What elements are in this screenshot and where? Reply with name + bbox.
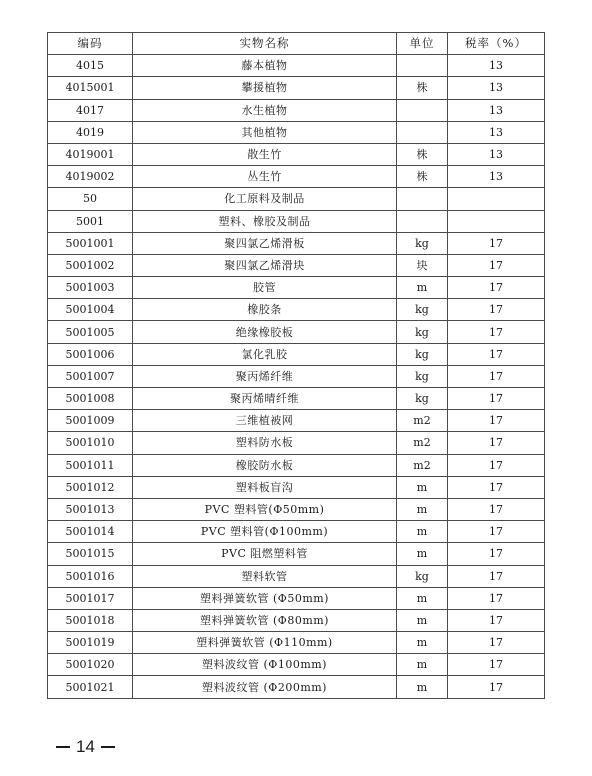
cell-name: 其他植物 — [133, 121, 397, 143]
cell-rate — [448, 188, 545, 210]
table-row — [48, 232, 545, 254]
page-number-dash-left — [56, 746, 70, 748]
cell-rate: 17 — [448, 232, 545, 254]
cell-rate: 17 — [448, 654, 545, 676]
cell-code: 5001017 — [48, 587, 133, 609]
cell-unit: kg — [397, 321, 448, 343]
table-row — [48, 432, 545, 454]
cell-rate: 17 — [448, 254, 545, 276]
header-name: 实物名称 — [133, 33, 397, 55]
cell-rate: 17 — [448, 587, 545, 609]
cell-name: 塑料软管 — [133, 565, 397, 587]
cell-name: 塑料弹簧软管 (Φ80mm) — [133, 609, 397, 631]
cell-code: 5001016 — [48, 565, 133, 587]
cell-unit — [397, 188, 448, 210]
cell-unit — [397, 99, 448, 121]
cell-code: 5001004 — [48, 299, 133, 321]
cell-unit: m — [397, 521, 448, 543]
table-row — [48, 654, 545, 676]
table-row — [48, 277, 545, 299]
table-row — [48, 410, 545, 432]
table-row — [48, 476, 545, 498]
cell-unit: kg — [397, 299, 448, 321]
cell-unit: m — [397, 543, 448, 565]
cell-unit: m — [397, 498, 448, 520]
cell-rate: 17 — [448, 388, 545, 410]
cell-code: 5001001 — [48, 232, 133, 254]
cell-rate: 13 — [448, 77, 545, 99]
table-row — [48, 365, 545, 387]
cell-rate: 17 — [448, 321, 545, 343]
cell-name: 绝缘橡胶板 — [133, 321, 397, 343]
table-row — [48, 254, 545, 276]
table-row — [48, 632, 545, 654]
page-number-dash-right — [101, 746, 115, 748]
cell-name: 聚丙烯纤维 — [133, 365, 397, 387]
cell-rate: 13 — [448, 121, 545, 143]
cell-unit: m — [397, 632, 448, 654]
cell-code: 5001019 — [48, 632, 133, 654]
cell-unit: 块 — [397, 254, 448, 276]
cell-unit — [397, 55, 448, 77]
cell-rate: 13 — [448, 55, 545, 77]
table-row — [48, 543, 545, 565]
cell-rate: 17 — [448, 432, 545, 454]
cell-code: 4019002 — [48, 166, 133, 188]
cell-code: 5001003 — [48, 277, 133, 299]
table-row — [48, 454, 545, 476]
cell-rate: 17 — [448, 565, 545, 587]
table-row — [48, 299, 545, 321]
cell-name: PVC 塑料管(Φ100mm) — [133, 521, 397, 543]
header-unit: 单位 — [397, 33, 448, 55]
page-number — [56, 737, 115, 757]
cell-name: 攀援植物 — [133, 77, 397, 99]
cell-name: 聚四氯乙烯滑板 — [133, 232, 397, 254]
cell-code: 4017 — [48, 99, 133, 121]
cell-code: 5001018 — [48, 609, 133, 631]
cell-rate: 17 — [448, 521, 545, 543]
cell-unit: kg — [397, 565, 448, 587]
table-row — [48, 77, 545, 99]
cell-code: 5001 — [48, 210, 133, 232]
cell-name: 塑料防水板 — [133, 432, 397, 454]
cell-code: 5001009 — [48, 410, 133, 432]
tax-rate-table — [47, 32, 545, 699]
cell-rate: 17 — [448, 299, 545, 321]
header-row — [48, 33, 545, 55]
cell-rate: 17 — [448, 476, 545, 498]
cell-code: 4015 — [48, 55, 133, 77]
cell-code: 50 — [48, 188, 133, 210]
table-row — [48, 565, 545, 587]
cell-rate: 17 — [448, 343, 545, 365]
cell-code: 4019001 — [48, 143, 133, 165]
cell-name: 橡胶防水板 — [133, 454, 397, 476]
cell-rate: 17 — [448, 609, 545, 631]
cell-code: 5001014 — [48, 521, 133, 543]
cell-unit: kg — [397, 232, 448, 254]
cell-rate: 17 — [448, 277, 545, 299]
cell-name: 塑料板盲沟 — [133, 476, 397, 498]
cell-unit: m — [397, 277, 448, 299]
cell-rate: 17 — [448, 676, 545, 698]
table-row — [48, 388, 545, 410]
cell-unit: kg — [397, 365, 448, 387]
table-row — [48, 521, 545, 543]
table-row — [48, 676, 545, 698]
cell-name: PVC 塑料管(Φ50mm) — [133, 498, 397, 520]
cell-name: 水生植物 — [133, 99, 397, 121]
table-row — [48, 343, 545, 365]
cell-unit: kg — [397, 343, 448, 365]
cell-unit: m — [397, 587, 448, 609]
cell-code: 4019 — [48, 121, 133, 143]
cell-name: 散生竹 — [133, 143, 397, 165]
cell-name: 塑料波纹管 (Φ200mm) — [133, 676, 397, 698]
table-row — [48, 121, 545, 143]
table-row — [48, 99, 545, 121]
table-row — [48, 55, 545, 77]
cell-unit — [397, 121, 448, 143]
cell-name: 塑料、橡胶及制品 — [133, 210, 397, 232]
cell-code: 5001013 — [48, 498, 133, 520]
table-row — [48, 498, 545, 520]
cell-name: 聚丙烯晴纤维 — [133, 388, 397, 410]
cell-name: 塑料弹簧软管 (Φ50mm) — [133, 587, 397, 609]
cell-code: 5001021 — [48, 676, 133, 698]
table-row — [48, 609, 545, 631]
cell-name: PVC 阻燃塑料管 — [133, 543, 397, 565]
table-header — [48, 33, 545, 55]
cell-unit: kg — [397, 388, 448, 410]
cell-name: 橡胶条 — [133, 299, 397, 321]
header-rate: 税率（%） — [448, 33, 545, 55]
table-row — [48, 321, 545, 343]
cell-unit: 株 — [397, 166, 448, 188]
cell-rate: 13 — [448, 99, 545, 121]
cell-code: 5001006 — [48, 343, 133, 365]
cell-rate: 17 — [448, 543, 545, 565]
cell-unit: m — [397, 609, 448, 631]
cell-unit: 株 — [397, 143, 448, 165]
cell-code: 4015001 — [48, 77, 133, 99]
cell-unit: m2 — [397, 432, 448, 454]
table-body — [48, 55, 545, 698]
cell-unit: m — [397, 654, 448, 676]
table-row — [48, 210, 545, 232]
cell-name: 丛生竹 — [133, 166, 397, 188]
cell-name: 聚四氯乙烯滑块 — [133, 254, 397, 276]
cell-code: 5001011 — [48, 454, 133, 476]
cell-name: 化工原料及制品 — [133, 188, 397, 210]
cell-rate: 17 — [448, 454, 545, 476]
header-code: 编码 — [48, 33, 133, 55]
cell-rate: 17 — [448, 632, 545, 654]
cell-name: 胶管 — [133, 277, 397, 299]
cell-name: 塑料波纹管 (Φ100mm) — [133, 654, 397, 676]
cell-rate: 13 — [448, 143, 545, 165]
cell-code: 5001005 — [48, 321, 133, 343]
table-row — [48, 143, 545, 165]
cell-rate: 17 — [448, 498, 545, 520]
cell-code: 5001008 — [48, 388, 133, 410]
cell-rate — [448, 210, 545, 232]
cell-unit: m2 — [397, 454, 448, 476]
cell-name: 藤本植物 — [133, 55, 397, 77]
cell-code: 5001007 — [48, 365, 133, 387]
cell-unit: m — [397, 676, 448, 698]
cell-rate: 17 — [448, 365, 545, 387]
cell-unit: 株 — [397, 77, 448, 99]
cell-name: 氯化乳胶 — [133, 343, 397, 365]
cell-code: 5001010 — [48, 432, 133, 454]
cell-rate: 13 — [448, 166, 545, 188]
cell-name: 三维植被网 — [133, 410, 397, 432]
page-number-value: 14 — [76, 737, 95, 756]
table-row — [48, 188, 545, 210]
cell-code: 5001012 — [48, 476, 133, 498]
cell-unit: m — [397, 476, 448, 498]
document-page — [47, 32, 544, 699]
cell-code: 5001002 — [48, 254, 133, 276]
table-row — [48, 587, 545, 609]
cell-unit: m2 — [397, 410, 448, 432]
cell-name: 塑料弹簧软管 (Φ110mm) — [133, 632, 397, 654]
table-row — [48, 166, 545, 188]
cell-unit — [397, 210, 448, 232]
cell-code: 5001015 — [48, 543, 133, 565]
cell-code: 5001020 — [48, 654, 133, 676]
cell-rate: 17 — [448, 410, 545, 432]
